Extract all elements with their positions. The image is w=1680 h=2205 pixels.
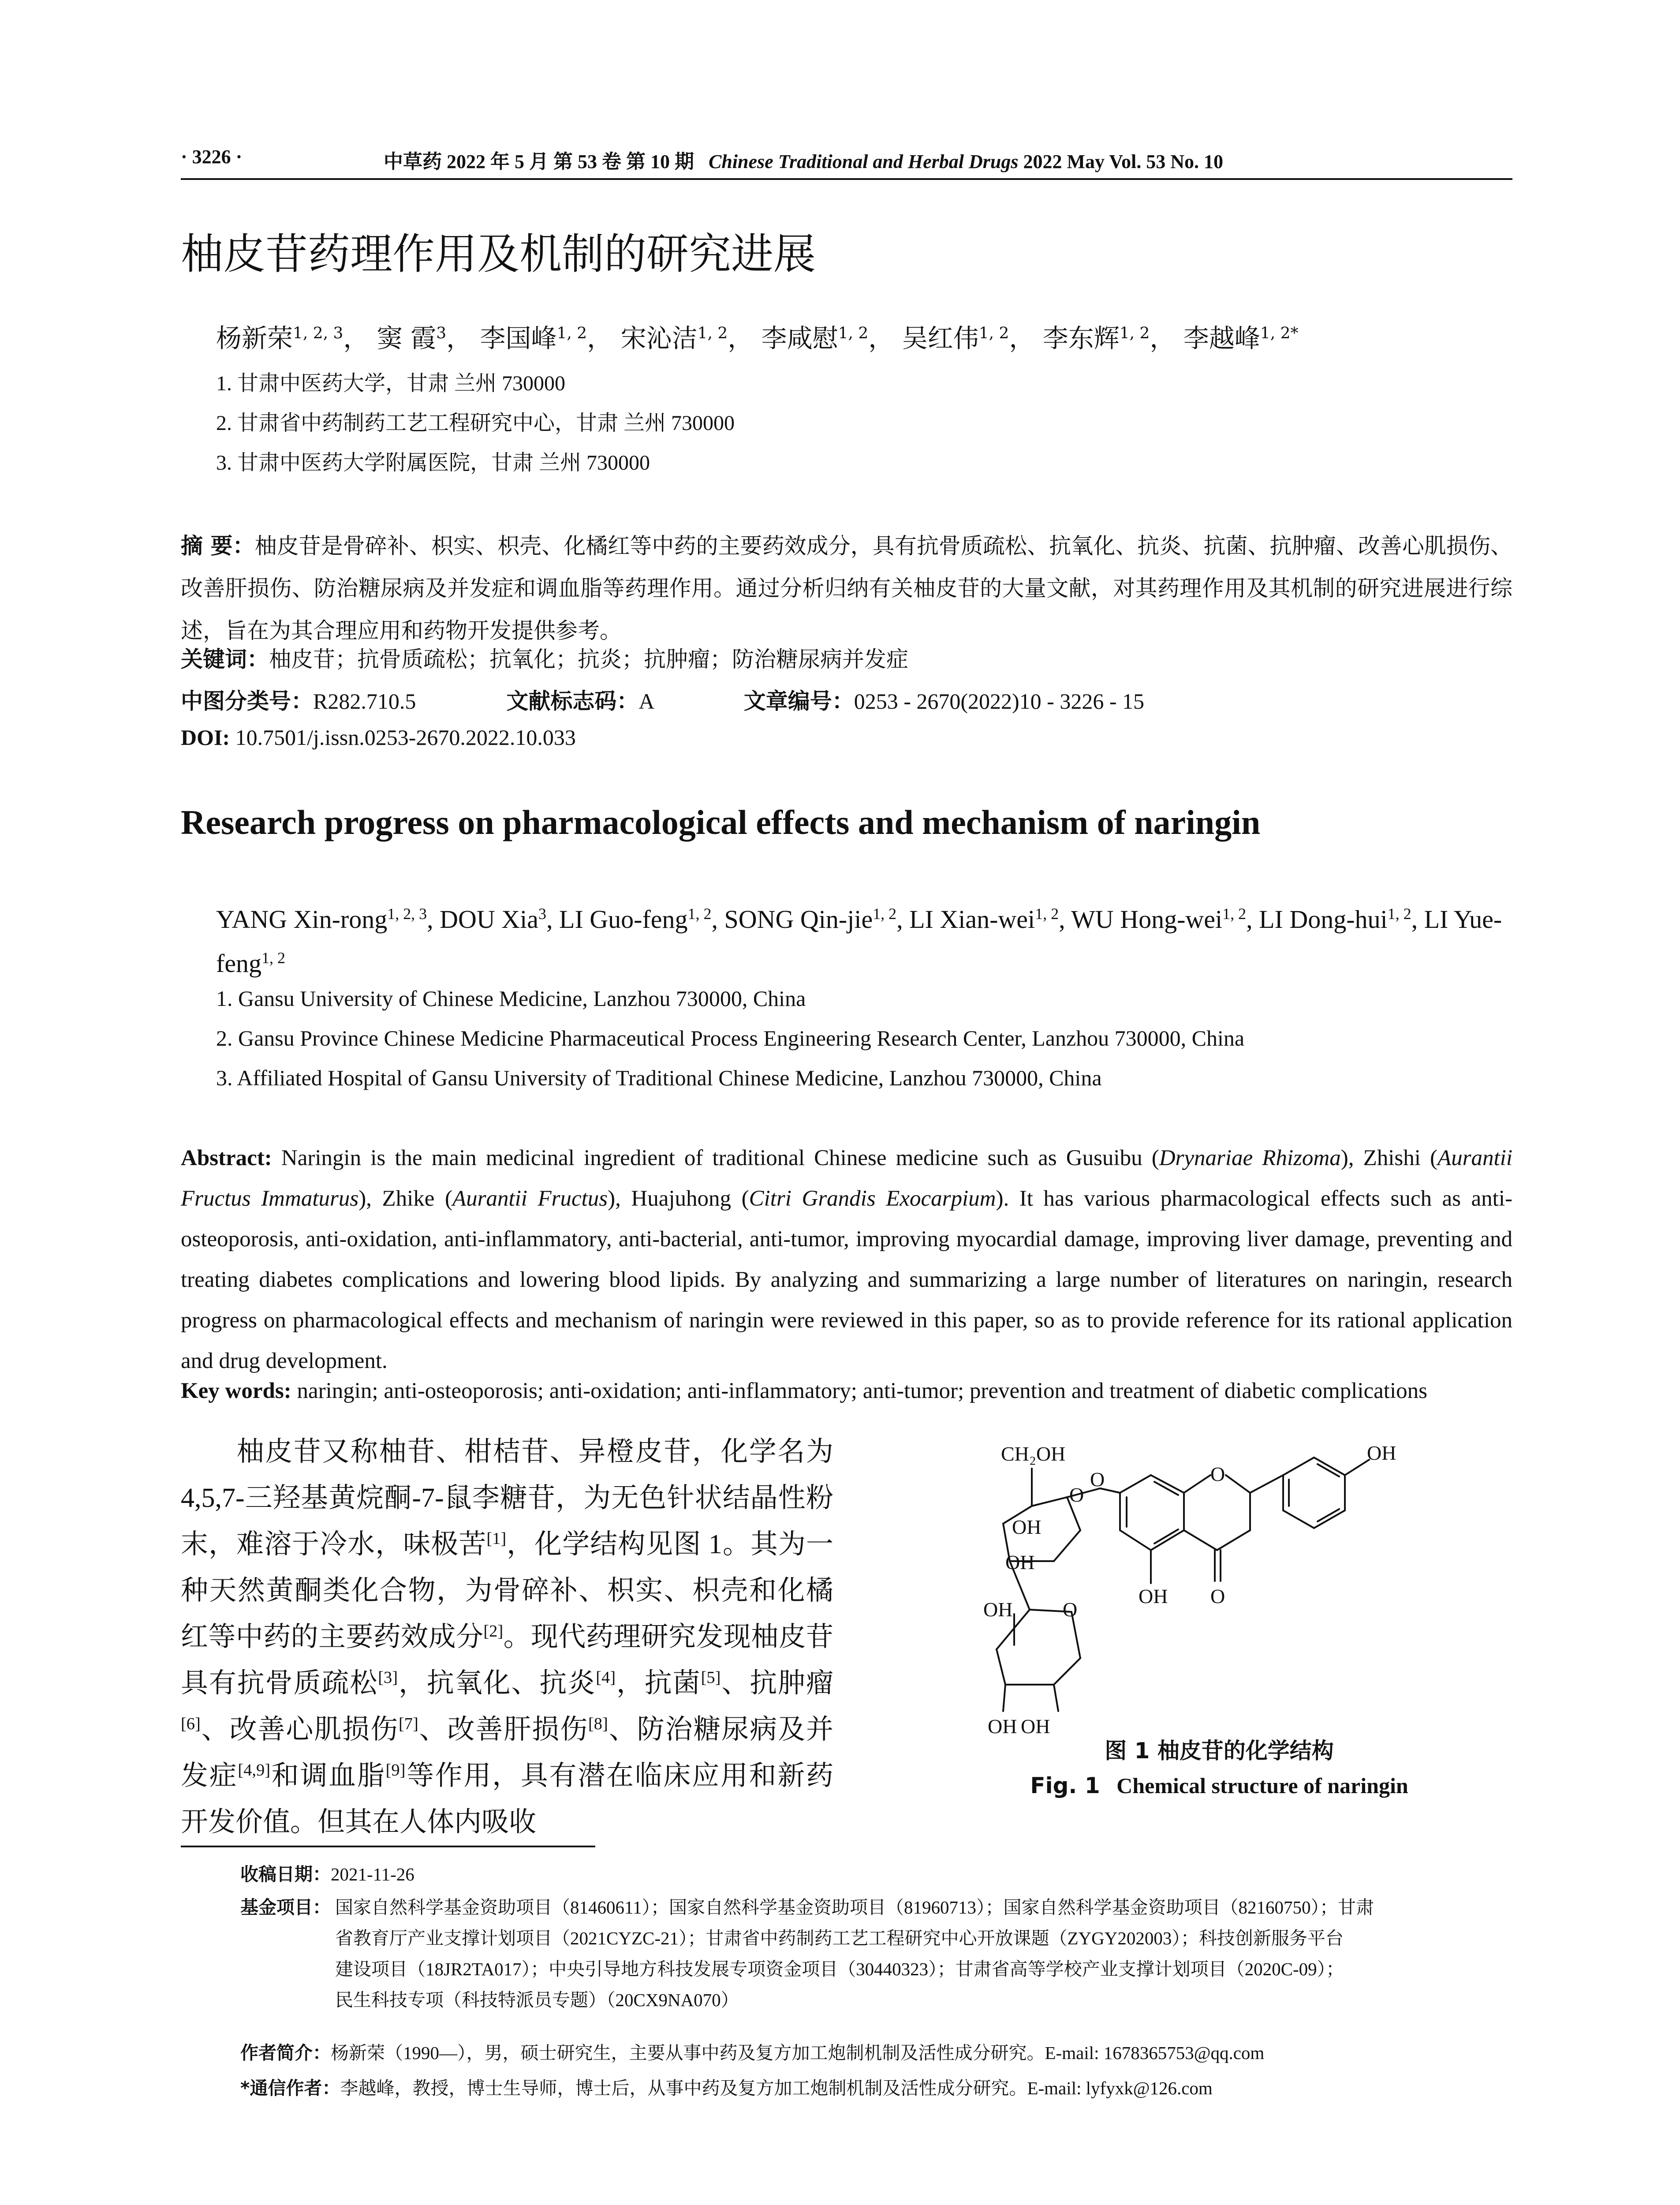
- author-cn: 吴红伟$^{1, 2}$: [902, 323, 1009, 353]
- citation: [9]: [385, 1760, 406, 1779]
- citation: [1]: [486, 1529, 507, 1548]
- label-o-rhamnose-link: O: [1063, 1598, 1078, 1621]
- author-cn: 宋沁洁$^{1, 2}$: [620, 323, 728, 353]
- author-cn: 窦 霞$^3$: [377, 323, 447, 353]
- citation: [5]: [701, 1668, 721, 1687]
- citation: [4,9]: [238, 1760, 271, 1779]
- label-oh-a5: OH: [1139, 1585, 1168, 1607]
- footnote-author: 作者简介：杨新荣（1990—），男，硕士研究生，主要从事中药及复方加工炮制机制及活性成分研究。E-mail: 1678365753@qq.com: [240, 2042, 1265, 2063]
- author-cn: 李东辉$^{1, 2}$: [1042, 323, 1150, 353]
- label-ch2oh: CH₂OH: [1001, 1443, 1066, 1465]
- abstract-cn: [181, 525, 1512, 652]
- affiliation-en: 3. Affiliated Hospital of Gansu University of Traditional Chinese Medicine, Lanzhou 730000, China: [216, 1065, 1102, 1090]
- abstract-cn-text: 柚皮苷是骨碎补、枳实、枳壳、化橘红等中药的主要药效成分，具有抗骨质疏松、抗氧化、抗炎、抗菌、抗肿瘤、改善心肌损伤、改善肝损伤、防治糖尿病及并发症和调血脂等药理作用。通过分析归纳有关柚皮苷的大量文献，对其药理作用及其机制的研究进展进行综述，旨在为其合理应用和药物开发提供参考。: [181, 534, 1512, 643]
- label-o-pyran: O: [1210, 1463, 1225, 1485]
- page-number: · 3226 ·: [181, 146, 243, 168]
- journal-citation: [384, 146, 1223, 174]
- label-o-glucose-ring: O: [1069, 1484, 1084, 1506]
- affiliation-en: 2. Gansu Province Chinese Medicine Pharmaceutical Process Engineering Research Center, Lanzhou 730000, China: [216, 1026, 1245, 1050]
- affiliation-cn: 2. 甘肃省中药制药工艺工程研究中心，甘肃 兰州 730000: [216, 411, 735, 435]
- citation: [7]: [398, 1714, 418, 1733]
- author-en: LI Guo-feng$^{1, 2}$: [559, 905, 712, 934]
- footnote-rule: [181, 1846, 595, 1847]
- paper-title-en: Research progress on pharmacological effects and mechanism of naringin: [181, 803, 1261, 841]
- doi-label: DOI:: [181, 725, 230, 750]
- citation: [8]: [588, 1714, 608, 1733]
- journal-name-cn: 中草药 2022 年 5 月 第 53 卷 第 10 期: [384, 151, 694, 172]
- label-oh-glucose-1: OH: [1012, 1516, 1042, 1538]
- author-en: WU Hong-wei$^{1, 2}$: [1071, 905, 1247, 934]
- label-o-keto: O: [1210, 1585, 1225, 1607]
- author-cn: 李国峰$^{1, 2}$: [480, 323, 587, 353]
- author-cn: 杨新荣$^{1, 2, 3}$: [216, 323, 343, 353]
- abstract-cn-label: 摘 要：: [181, 533, 255, 559]
- footnote-fund: 国家自然科学基金资助项目（81460611）；国家自然科学基金资助项目（81960713）；国家自然科学基金资助项目（82160750）；甘肃 省教育厅产业支撑计划项目（2021CYZC-21）；甘肃省中药制药工艺工程研究中心开放课题（ZYGY202003）；科技创新服务平台 建设项目（18JR2TA017）；中央引导地方科技发展专项资金项目（30440323）；甘肃省高等学校产业支撑计划项目（2020C-09）； 民生科技专项（科技特派员专题）（20CX9NA070）: [335, 1897, 1374, 2010]
- journal-issue-en: 2022 May Vol. 53 No. 10: [1023, 151, 1223, 172]
- affiliation-en: 1. Gansu University of Chinese Medicine, Lanzhou 730000, China: [216, 986, 806, 1011]
- paper-title-cn: 柚皮苷药理作用及机制的研究进展: [181, 229, 816, 279]
- footnote-received: 收稿日期：2021-11-26: [240, 1864, 414, 1885]
- classification-line: 中图分类号：R282.710.5 文献标志码：A 文章编号：0253 - 2670(2022)10 - 3226 - 15: [181, 688, 1144, 714]
- header-rule: [181, 178, 1512, 180]
- body-paragraph: 柚皮苷又称柚苷、柑桔苷、异橙皮苷，化学名为 4,5,7-三羟基黄烷酮-7-鼠李糖苷，为无色针状结晶性粉末，难溶于冷水，味极苦[1]，化学结构见图 1。其为一种天然黄酮类化合物，为骨碎补、枳实、枳壳和化橘红等中药的主要药效成分[2]。现代药理研究发现柚皮苷具有抗骨质疏松[3]，抗氧化、抗炎[4]，抗菌[5]、抗肿瘤[6]、改善心肌损伤[7]、改善肝损伤[8]、防治糖尿病及并发症[4,9]和调血脂[9]等作用，具有潜在临床应用和新药开发价值。但其在人体内吸收: [181, 1437, 833, 1837]
- author-cn: 李咸慰$^{1, 2}$: [761, 323, 869, 353]
- author-list-cn: 杨新荣$^{1, 2, 3}$， 窦 霞$^3$， 李国峰$^{1, 2}$， 宋沁洁$^{1, 2}$， 李咸慰$^{1, 2}$， 吴红伟$^{1, 2}$， 李东辉$^{1, 2}$， 李越峰$^{1, 2*}$: [216, 323, 1299, 353]
- label-oh-b4: OH: [1367, 1442, 1396, 1464]
- label-oh-rhamnose-top: OH: [983, 1598, 1013, 1621]
- label-o-glycosidic: O: [1090, 1468, 1105, 1491]
- label-oh-rhamnose-2: OH: [1021, 1715, 1050, 1738]
- author-list-en: YANG Xin-rong$^{1, 2, 3}$, DOU Xia$^3$, LI Guo-feng$^{1, 2}$, SONG Qin-jie$^{1, 2}$, LI Xian-wei$^{1, 2}$, WU Hong-wei$^{1, 2}$, LI Dong-hui$^{1, 2}$, LI Yue-feng$^{1, 2}$: [216, 905, 1502, 978]
- label-oh-rhamnose-1: OH: [988, 1715, 1017, 1738]
- affiliation-cn: 3. 甘肃中医药大学附属医院，甘肃 兰州 730000: [216, 451, 650, 475]
- footnote-corresponding: *通信作者：李越峰，教授，博士生导师，博士后，从事中药及复方加工炮制机制及活性成分研究。E-mail: lyfyxk@126.com: [240, 2078, 1213, 2099]
- doi-line: [181, 725, 576, 750]
- author-en: DOU Xia$^3$: [440, 905, 547, 934]
- keywords-en: Key words: naringin; anti-osteoporosis; anti-oxidation; anti-inflammatory; anti-tumor; prevention and treatment of diabetic complications: [181, 1379, 1427, 1403]
- doi-value: 10.7501/j.issn.0253-2670.2022.10.033: [235, 725, 576, 750]
- author-en: LI Xian-wei$^{1, 2}$: [909, 905, 1059, 934]
- running-header: [181, 146, 1512, 176]
- author-cn: 李越峰$^{1, 2*}$: [1183, 323, 1299, 353]
- author-en: LI Dong-hui$^{1, 2}$: [1259, 905, 1411, 934]
- figure-label: Fig. 1: [1030, 1773, 1100, 1798]
- citation: [3]: [378, 1668, 398, 1687]
- citation: [6]: [181, 1714, 201, 1733]
- author-en: YANG Xin-rong$^{1, 2, 3}$: [216, 905, 427, 934]
- figure-caption-cn: 图 1 柚皮苷的化学结构: [1105, 1738, 1334, 1764]
- keywords-cn: 关键词：柚皮苷；抗骨质疏松；抗氧化；抗炎；抗肿瘤；防治糖尿病并发症: [181, 647, 908, 672]
- author-en: SONG Qin-jie$^{1, 2}$: [724, 905, 897, 934]
- figure-caption-en: Fig. 1 Chemical structure of naringin: [1030, 1773, 1408, 1798]
- affiliation-cn: 1. 甘肃中医药大学，甘肃 兰州 730000: [216, 372, 566, 395]
- citation: [2]: [483, 1622, 504, 1641]
- journal-name-en: Chinese Traditional and Herbal Drugs: [709, 151, 1019, 172]
- abstract-en: Abstract: Naringin is the main medicinal ingredient of traditional Chinese medicine such as Gusuibu (Drynariae Rhizoma), Zhishi (Aurantii Fructus Immaturus), Zhike (Aurantii Fructus), Huajuhong (Citri Grandis Exocarpium). It has various pharmacological effects such as anti-osteoporosis, anti-oxidation, anti-inflammatory, anti-bacterial, anti-tumor, improving myocardial damage, improving liver damage, preventing and treating diabetes complications and lowering blood lipids. By analyzing and summarizing a large number of literatures on naringin, research progress on pharmacological effects and mechanism of naringin were reviewed in this paper, so as to provide reference for its rational application and drug development.: [181, 1146, 1513, 1373]
- label-oh-glucose-2: OH: [1005, 1551, 1035, 1573]
- author-en: LI Yue-feng$^{1, 2}$: [216, 905, 1502, 978]
- footnote-fund-label: 基金项目：: [240, 1897, 331, 1918]
- abstract-en-label: Abstract:: [181, 1146, 272, 1170]
- citation: [4]: [596, 1668, 616, 1687]
